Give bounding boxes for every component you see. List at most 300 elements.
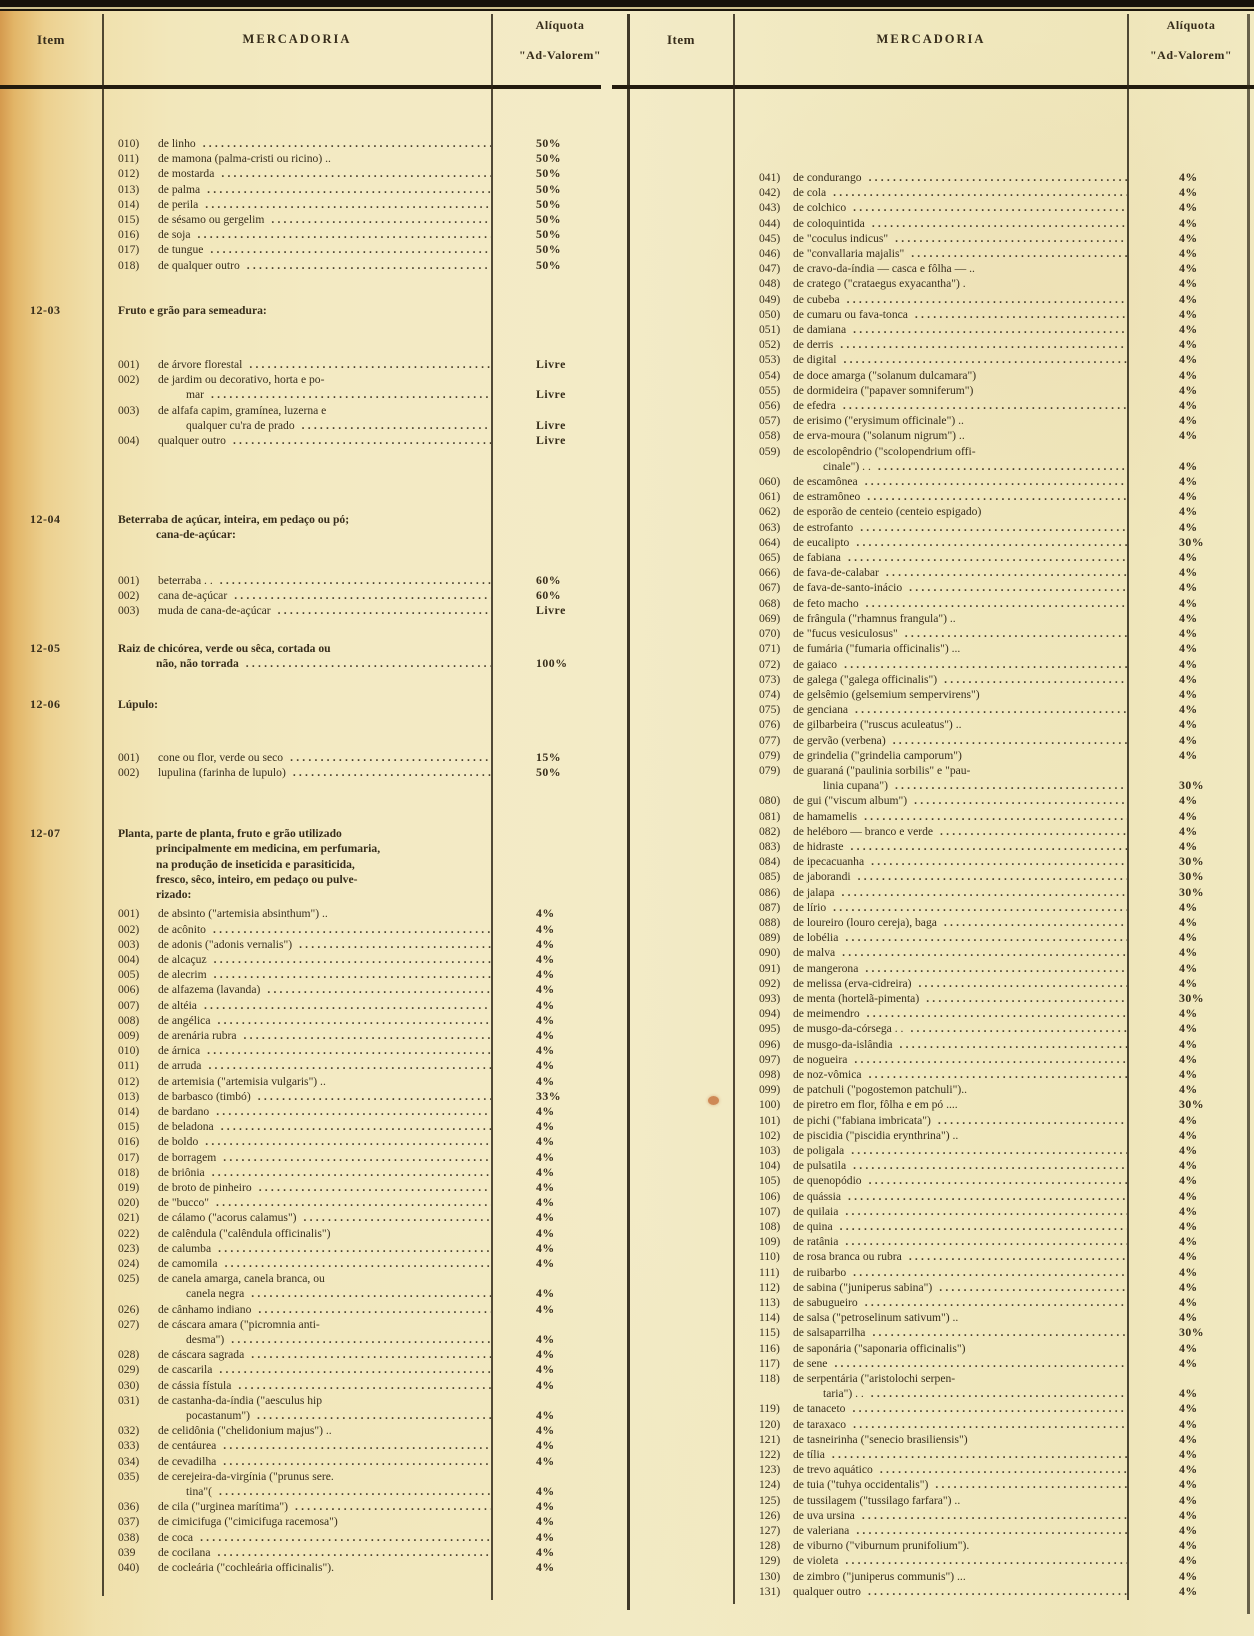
mercadoria-cell [733,839,1127,854]
table-row [627,1523,1254,1538]
entry-number: 103) [759,1144,781,1157]
entry-text: de cerejeira-da-virgínia ("prunus sere. [158,1469,334,1483]
entry-number: 011) [118,1059,139,1073]
entry-text: de barbasco (timbó) [158,1089,251,1103]
entry-number: 011) [118,152,139,166]
mercadoria-cell [102,512,491,527]
aliquota-value: 4% [1179,945,1198,960]
table-row [627,1113,1254,1128]
entry-number: 014) [118,197,140,211]
aliquota-value: 4% [536,997,555,1012]
table-row [627,657,1254,672]
table-row [627,900,1254,915]
mercadoria-cell [733,580,1127,595]
table-row [627,672,1254,687]
entry-text: de ipecacuanha [793,855,865,869]
entry-number: 102) [759,1128,781,1142]
table-row [627,292,1254,307]
table-row [0,1180,627,1195]
mercadoria-cell [733,748,1127,763]
table-row [627,1462,1254,1477]
dots-leader [247,258,491,273]
entry-text: de pulsatila [793,1159,847,1173]
table-row [0,1013,627,1028]
dots-leader [847,292,1127,307]
aliquota-value: 4% [536,951,555,966]
aliquota-value: 4% [1179,595,1198,610]
entry-text: de beladona [158,1120,214,1134]
entry-number: 105) [759,1174,781,1188]
aliquota-value: 4% [1179,610,1198,625]
aliquota-value: 4% [1179,1447,1198,1462]
mercadoria-cell [733,687,1127,702]
entry-text: qualquer cu'ra de prado [186,418,295,432]
mercadoria-cell [733,1265,1127,1280]
entry-text: mar [186,388,205,402]
table-row [627,1037,1254,1052]
mercadoria-cell [733,611,1127,626]
aliquota-value: 4% [536,906,555,921]
entry-text: principalmente em medicina, em perfumaria, [156,842,381,856]
dots-leader [844,657,1127,672]
aliquota-value: 4% [536,967,555,982]
dots-leader [258,1089,491,1104]
aliquota-value: 60% [536,572,562,587]
entry-number: 018) [118,1165,140,1179]
mercadoria-cell [733,961,1127,976]
mercadoria-cell [733,854,1127,869]
entry-number: 081) [759,809,781,823]
aliquota-value: 4% [536,1499,555,1514]
dots-leader [900,1037,1128,1052]
row-gap [0,448,627,512]
entry-text: na produção de inseticida e parasiticida, [156,857,355,871]
mercadoria-cell [102,1089,491,1104]
entry-text: de mangerona [793,961,859,975]
mercadoria-cell [102,182,491,197]
dots-leader [257,1408,491,1423]
entry-number: 051) [759,323,781,337]
table-row [627,748,1254,763]
entry-number: 003) [118,604,140,618]
entry-text: canela negra [186,1287,245,1301]
mercadoria-cell [102,872,491,887]
dots-leader [249,357,491,372]
aliquota-value: 4% [536,1255,555,1270]
entry-number: 022) [118,1226,140,1240]
mercadoria-cell [733,596,1127,611]
entry-number: 058) [759,429,781,443]
table-row [627,976,1254,991]
mercadoria-cell [733,1386,1127,1401]
dots-leader [871,1386,1127,1401]
entry-number: 110) [759,1250,780,1264]
aliquota-value: 33% [536,1088,562,1103]
aliquota-value: 4% [1179,1036,1198,1051]
mercadoria-cell [102,1119,491,1134]
entry-text: Raiz de chicórea, verde ou sêca, cortada ou [118,642,331,656]
mercadoria-cell [733,170,1127,185]
dots-leader [833,185,1127,200]
entry-number: 090) [759,946,781,960]
entry-text: de tungue [158,243,204,257]
table-row [0,1378,627,1393]
entry-text: de valeriana [793,1524,850,1538]
row-gap [0,543,627,573]
mercadoria-cell [102,1150,491,1165]
row-gap [0,618,627,641]
entry-number: 116) [759,1341,780,1355]
column-header-mercadoria-right: MERCADORIA [876,32,986,46]
entry-text: de cubeba [793,292,840,306]
entry-text: de menta (hortelã-pimenta) [793,991,920,1005]
entry-number: 091) [759,961,781,975]
aliquota-value: 4% [536,1195,555,1210]
entry-number: 072) [759,657,781,671]
mercadoria-cell [733,398,1127,413]
section-row [0,527,627,542]
aliquota-value: 50% [536,212,562,227]
entry-text: cone ou flor, verde ou seco [158,750,284,764]
entry-number: 086) [759,885,781,899]
table-row [627,1371,1254,1386]
dots-leader [864,809,1127,824]
aliquota-value: 50% [536,151,562,166]
entry-number: 109) [759,1235,781,1249]
table-row [627,474,1254,489]
entry-text: de jaborandi [793,870,851,884]
aliquota-value: 50% [536,242,562,257]
entry-text: de coloquintida [793,216,865,230]
mercadoria-cell [102,433,491,448]
entry-text: de estramôneo [793,490,861,504]
aliquota-value: 4% [536,1484,555,1499]
mercadoria-cell [102,197,491,212]
page-top-rule [0,0,1254,13]
entry-text: de borragem [158,1150,217,1164]
dots-leader [854,1052,1127,1067]
aliquota-value: 4% [1179,200,1198,215]
entry-number: 112) [759,1280,780,1294]
aliquota-value: 4% [536,1301,555,1316]
row-gap [627,92,1254,170]
entry-number: 107) [759,1204,781,1218]
entry-number: 040) [118,1561,140,1575]
entry-number: 064) [759,535,781,549]
aliquota-value: 15% [536,749,562,764]
entry-text: de saponária ("saponaria officinalis") [793,1341,966,1355]
table-row [627,733,1254,748]
mercadoria-cell [102,357,491,372]
mercadoria-cell [102,166,491,181]
table-row [627,641,1254,656]
mercadoria-cell [733,1447,1127,1462]
mercadoria-cell [102,603,491,618]
table-row [0,1089,627,1104]
mercadoria-cell [102,1058,491,1073]
dots-leader [865,961,1127,976]
aliquota-value: 50% [536,765,562,780]
mercadoria-cell [102,1271,491,1286]
mercadoria-cell [102,1013,491,1028]
mercadoria-cell [733,824,1127,839]
aliquota-value: 4% [1179,170,1198,184]
dots-leader [926,991,1127,1006]
entry-number: 130) [759,1569,781,1583]
dots-leader [238,1378,491,1393]
entry-number: 007) [118,998,140,1012]
aliquota-value: 4% [536,1225,555,1240]
entry-number: 094) [759,1007,781,1021]
entry-text: de camomila [158,1256,218,1270]
mercadoria-cell [733,428,1127,443]
mercadoria-cell [733,535,1127,550]
aliquota-value: 4% [1179,1006,1198,1021]
entry-number: 028) [118,1348,140,1362]
dots-leader [853,1265,1127,1280]
dots-leader [302,418,491,433]
dots-leader [212,1165,491,1180]
row-gap [0,318,627,357]
table-row [627,930,1254,945]
mercadoria-cell [102,1438,491,1453]
entry-text: beterraba . . [158,573,213,587]
entry-text: de gui ("viscum album") [793,794,908,808]
mercadoria-cell [733,307,1127,322]
aliquota-value: 60% [536,587,562,602]
mercadoria-cell [733,1477,1127,1492]
mercadoria-cell [102,573,491,588]
mercadoria-cell [733,276,1127,291]
mercadoria-cell [102,826,491,841]
mercadoria-cell [102,1514,491,1529]
dots-leader [845,1553,1127,1568]
entry-number: 104) [759,1159,781,1173]
mercadoria-cell [733,976,1127,991]
dots-leader [217,1013,491,1028]
aliquota-value: 4% [1179,1492,1198,1507]
table-row [627,1538,1254,1553]
entry-text: de cascarila [158,1363,213,1377]
entry-text: de cila ("urginea marítima") [158,1500,288,1514]
mercadoria-cell [733,368,1127,383]
entry-text: de patchuli ("pogostemon patchuli").. [793,1083,967,1097]
dots-leader [869,170,1127,185]
entry-number: 003) [118,937,140,951]
table-row [0,998,627,1013]
entry-number: 018) [118,258,140,272]
aliquota-value: 4% [1179,185,1198,200]
entry-text: rizado: [156,888,192,902]
mercadoria-cell [733,733,1127,748]
dots-leader [219,1484,491,1499]
section-row [0,857,627,872]
aliquota-value: 4% [1179,1416,1198,1431]
entry-number: 041) [759,171,781,184]
entry-number: 034) [118,1454,140,1468]
entry-number: 017) [118,243,140,257]
entry-text: desma") [186,1332,225,1346]
mercadoria-cell [102,952,491,967]
item-code: 12-04 [30,512,61,527]
entry-number: 045) [759,231,781,245]
entry-number: 117) [759,1356,780,1370]
aliquota-value: 4% [1179,215,1198,230]
table-row [627,352,1254,367]
aliquota-value: 4% [536,1012,555,1027]
entry-number: 087) [759,900,781,914]
aliquota-value: 30% [1179,1097,1205,1112]
table-row [0,372,627,387]
aliquota-value: 100% [536,656,568,671]
entry-number: 056) [759,399,781,413]
entry-text: Beterraba de açúcar, inteira, em pedaço ou pó; [118,513,350,527]
aliquota-value: 4% [1179,960,1198,975]
table-row [0,1074,627,1089]
aliquota-value: 4% [1179,352,1198,367]
dots-leader [221,166,491,181]
entry-number: 020) [118,1196,140,1210]
entry-text: de cratego ("crataegus exyacantha") . [793,277,966,291]
aliquota-value: 4% [536,1027,555,1042]
mercadoria-cell [733,1143,1127,1158]
table-row [0,227,627,242]
mercadoria-cell [102,1134,491,1149]
mercadoria-cell [733,1401,1127,1416]
aliquota-value: 50% [536,166,562,181]
entry-text: de artemisia ("artemisia vulgaris") .. [158,1074,326,1088]
table-row [0,1499,627,1514]
entry-number: 121) [759,1432,781,1446]
table-row [627,687,1254,702]
mercadoria-cell [102,697,491,712]
mercadoria-cell [733,885,1127,900]
dots-leader [871,854,1127,869]
dots-leader [842,885,1127,900]
entry-text: de coca [158,1530,194,1544]
mercadoria-cell [733,261,1127,276]
section-row [0,887,627,902]
mercadoria-cell [733,246,1127,261]
mercadoria-cell [102,303,491,318]
aliquota-value: 4% [1179,565,1198,580]
dots-leader [865,1295,1127,1310]
mercadoria-cell [733,945,1127,960]
entry-number: 019) [118,1180,140,1194]
dots-leader [290,750,491,765]
mercadoria-cell [733,1052,1127,1067]
entry-number: 002) [118,922,140,936]
mercadoria-cell [102,1043,491,1058]
aliquota-value: 4% [1179,626,1198,641]
table-row [0,1119,627,1134]
entry-number: 128) [759,1539,781,1553]
aliquota-value: 4% [1179,1401,1198,1416]
entry-number: 127) [759,1524,781,1538]
entry-number: 096) [759,1037,781,1051]
table-row [0,1028,627,1043]
aliquota-value: 4% [1179,230,1198,245]
entry-number: 009) [118,1028,140,1042]
mercadoria-cell [102,1347,491,1362]
aliquota-value: 50% [536,257,562,272]
aliquota-value: 4% [536,1331,555,1346]
mercadoria-cell [102,1104,491,1119]
entry-number: 066) [759,566,781,580]
mercadoria-cell [733,1584,1127,1599]
dots-leader [940,824,1127,839]
aliquota-value: 4% [1179,428,1198,443]
entry-number: 062) [759,505,781,519]
entry-text: de salsaparrilha [793,1326,866,1340]
aliquota-value: 4% [1179,1219,1198,1234]
entry-number: 001) [118,907,140,921]
dots-leader [207,1043,491,1058]
table-row [627,428,1254,443]
mercadoria-cell [733,550,1127,565]
table-row [627,535,1254,550]
entry-text: de quássia [793,1189,841,1203]
table-row [0,952,627,967]
mercadoria-cell [102,1241,491,1256]
dots-leader [216,1104,491,1119]
dots-leader [872,1325,1127,1340]
mercadoria-cell [733,474,1127,489]
mercadoria-cell [733,1432,1127,1447]
table-row [0,403,627,418]
aliquota-value: 4% [1179,1295,1198,1310]
table-row [627,945,1254,960]
aliquota-value: Livre [536,357,566,372]
dots-leader [210,242,491,257]
aliquota-value: 4% [1179,504,1198,519]
mercadoria-cell [733,1249,1127,1264]
table-row [627,1097,1254,1112]
dots-leader [869,1067,1127,1082]
aliquota-value: 4% [1179,930,1198,945]
entry-number: 108) [759,1220,781,1234]
entry-number: 030) [118,1378,140,1392]
entry-number: 003) [118,403,140,417]
aliquota-value: 4% [1179,1310,1198,1325]
dots-leader [234,588,491,603]
mercadoria-cell [102,418,491,433]
entry-text: de acônito [158,922,206,936]
table-row [627,1067,1254,1082]
entry-text: de cravo-da-índia — casca e fôlha — .. [793,262,975,276]
aliquota-value: 50% [536,136,562,150]
entry-number: 085) [759,870,781,884]
mercadoria-cell [733,672,1127,687]
entry-text: de calêndula ("calêndula officinalis") [158,1226,331,1240]
dots-leader [231,1332,491,1347]
entry-number: 083) [759,839,781,853]
entry-text: de sabina ("juniperus sabina") [793,1280,933,1294]
entry-number: 047) [759,262,781,276]
mercadoria-cell [733,1462,1127,1477]
aliquota-value: 4% [536,1377,555,1392]
dots-leader [845,1234,1127,1249]
mercadoria-cell [102,1530,491,1545]
mercadoria-cell [733,869,1127,884]
aliquota-value: 4% [536,1058,555,1073]
dots-leader [832,1447,1127,1462]
dots-leader [840,337,1127,352]
entry-text: de lobélia [793,931,839,945]
entry-number: 088) [759,915,781,929]
mercadoria-cell [102,967,491,982]
entry-text: de cáscara sagrada [158,1348,245,1362]
